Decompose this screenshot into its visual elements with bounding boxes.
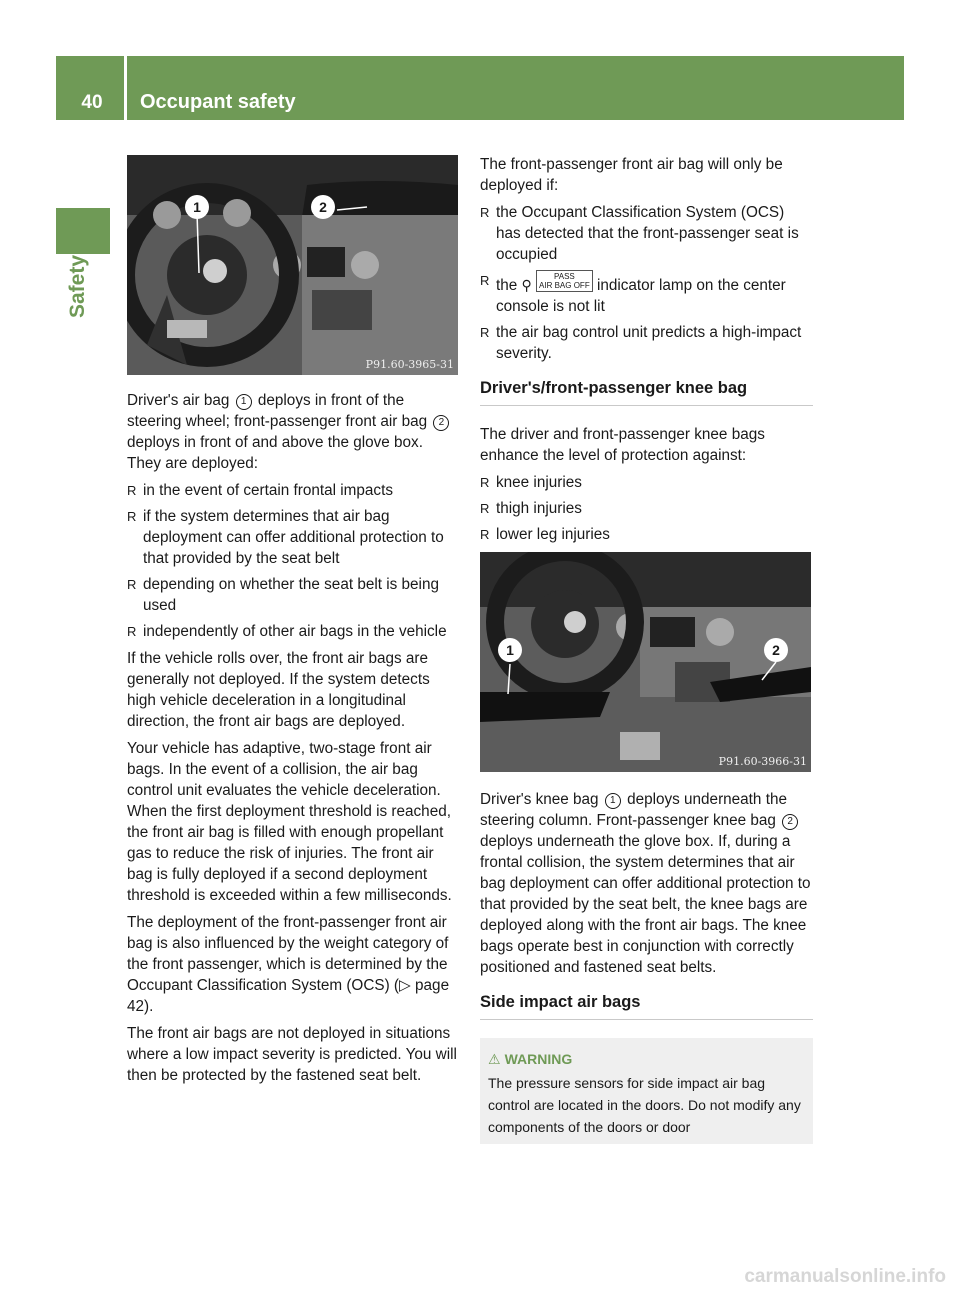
warning-label: WARNING bbox=[504, 1051, 573, 1067]
deployment-conditions-list bbox=[127, 480, 460, 642]
figure1-reference: P91.60-3965-31 bbox=[365, 358, 454, 371]
paragraph: The front air bags are not deployed in situations where a low impact severity is predicted. You will then be protected by the fastened seat belt. bbox=[127, 1025, 457, 1084]
text: deploys underneath the steering column. Front-passenger knee bag bbox=[480, 791, 787, 829]
paragraph: Your vehicle has adaptive, two-stage front air bags. In the event of a collision, the air bag control unit evaluates the vehicle deceleration. When the first deployment threshold is reached, the front air bag is filled with enough propellant gas to reduce the risk of injuries. The front air bag is fully deployed if a second deployment threshold is exceeded within a few milliseconds. bbox=[127, 740, 452, 904]
figure2-callout-1: 1 bbox=[506, 642, 514, 658]
paragraph: The front-passenger front air bag will only be deployed if: bbox=[480, 156, 783, 194]
list-item: R thigh injuries bbox=[480, 498, 813, 519]
list-item: R the air bag control unit predicts a high-impact severity. bbox=[480, 322, 813, 364]
footer-watermark: carmanualsonline.info bbox=[744, 1266, 946, 1287]
header-divider bbox=[124, 56, 127, 120]
callout-1-ref: 1 bbox=[605, 793, 621, 809]
paragraph: The driver and front-passenger knee bags enhance the level of protection against: bbox=[480, 426, 765, 464]
figure2-callout-2: 2 bbox=[772, 642, 780, 658]
text: The deployment of the front-passenger front air bag is also influenced by the weight category of the front passenger, which is determined by the Occupant Classification System (OCS) ( bbox=[127, 914, 449, 994]
seat-occupant-icon: ⚲ bbox=[521, 277, 532, 293]
callout-2-ref: 2 bbox=[782, 814, 798, 830]
heading-knee-bag: Driver's/front-passenger knee bag bbox=[480, 378, 813, 406]
text: indicator lamp on the center console is not lit bbox=[496, 277, 786, 315]
front-airbag-description bbox=[127, 390, 460, 474]
dashboard-photo-knee-bags bbox=[480, 552, 811, 772]
list-item: R lower leg injuries bbox=[480, 524, 813, 545]
callout-2-ref: 2 bbox=[433, 415, 449, 431]
lamp-bottom: AIR BAG OFF bbox=[539, 281, 590, 290]
paragraph: If the vehicle rolls over, the front air bags are generally not deployed. If the system detects high vehicle deceleration in a longitudinal direction, the front air bags are deployed. bbox=[127, 650, 430, 730]
figure1-callout-1: 1 bbox=[193, 199, 201, 215]
left-column bbox=[127, 390, 460, 1092]
list-item bbox=[480, 270, 813, 317]
list-item: R in the event of certain frontal impacts bbox=[127, 480, 460, 501]
passenger-airbag-conditions-list bbox=[480, 202, 813, 364]
list-item: R if the system determines that air bag deployment can offer additional protection to that provided by the seat belt bbox=[127, 506, 460, 569]
text: deploys in front of and above the glove box. They are deployed: bbox=[127, 434, 423, 472]
page-number: 40 bbox=[81, 92, 103, 113]
list-item: R depending on whether the seat belt is being used bbox=[127, 574, 460, 616]
page-ref-arrow-icon: ▷ bbox=[399, 977, 411, 994]
section-title: Occupant safety bbox=[140, 91, 296, 113]
page-link[interactable]: page 42). bbox=[127, 977, 450, 1015]
knee-injuries-list bbox=[480, 472, 813, 545]
text: deploys in front of the steering wheel; front-passenger front air bag bbox=[127, 392, 428, 430]
pass-airbag-off-lamp-icon bbox=[536, 270, 593, 292]
warning-box bbox=[480, 1038, 813, 1144]
list-item: R knee injuries bbox=[480, 472, 813, 493]
warning-text: The pressure sensors for side impact air bag control are located in the doors. Do not modify any components of the doors or door bbox=[488, 1075, 801, 1135]
callout-1-ref: 1 bbox=[236, 394, 252, 410]
text: deploys underneath the glove box. If, during a frontal collision, the system determines that air bag deployment can offer additional protection to that provided by the seat belt, the knee bags are deployed along with the front air bags. The knee bags operate best in conjunction with correctly positioned and fastened seat belts. bbox=[480, 833, 811, 976]
dashboard-photo-front-airbags bbox=[127, 155, 458, 375]
paragraph bbox=[127, 912, 460, 1017]
lamp-top: PASS bbox=[553, 272, 575, 281]
side-label: Safety bbox=[66, 254, 89, 318]
text: Driver's knee bag bbox=[480, 791, 599, 808]
text: the bbox=[496, 277, 518, 294]
text: Driver's air bag bbox=[127, 392, 230, 409]
warning-triangle-icon: ⚠ bbox=[488, 1051, 501, 1067]
side-tab bbox=[56, 208, 110, 254]
list-item: R the Occupant Classification System (OCS) has detected that the front-passenger seat is occupied bbox=[480, 202, 813, 265]
list-item: R independently of other air bags in the vehicle bbox=[127, 621, 460, 642]
knee-bag-description bbox=[480, 789, 813, 978]
figure1-callout-2: 2 bbox=[319, 199, 327, 215]
figure2-reference: P91.60-3966-31 bbox=[718, 755, 807, 768]
heading-side-impact: Side impact air bags bbox=[480, 992, 813, 1020]
warning-title bbox=[488, 1048, 805, 1070]
